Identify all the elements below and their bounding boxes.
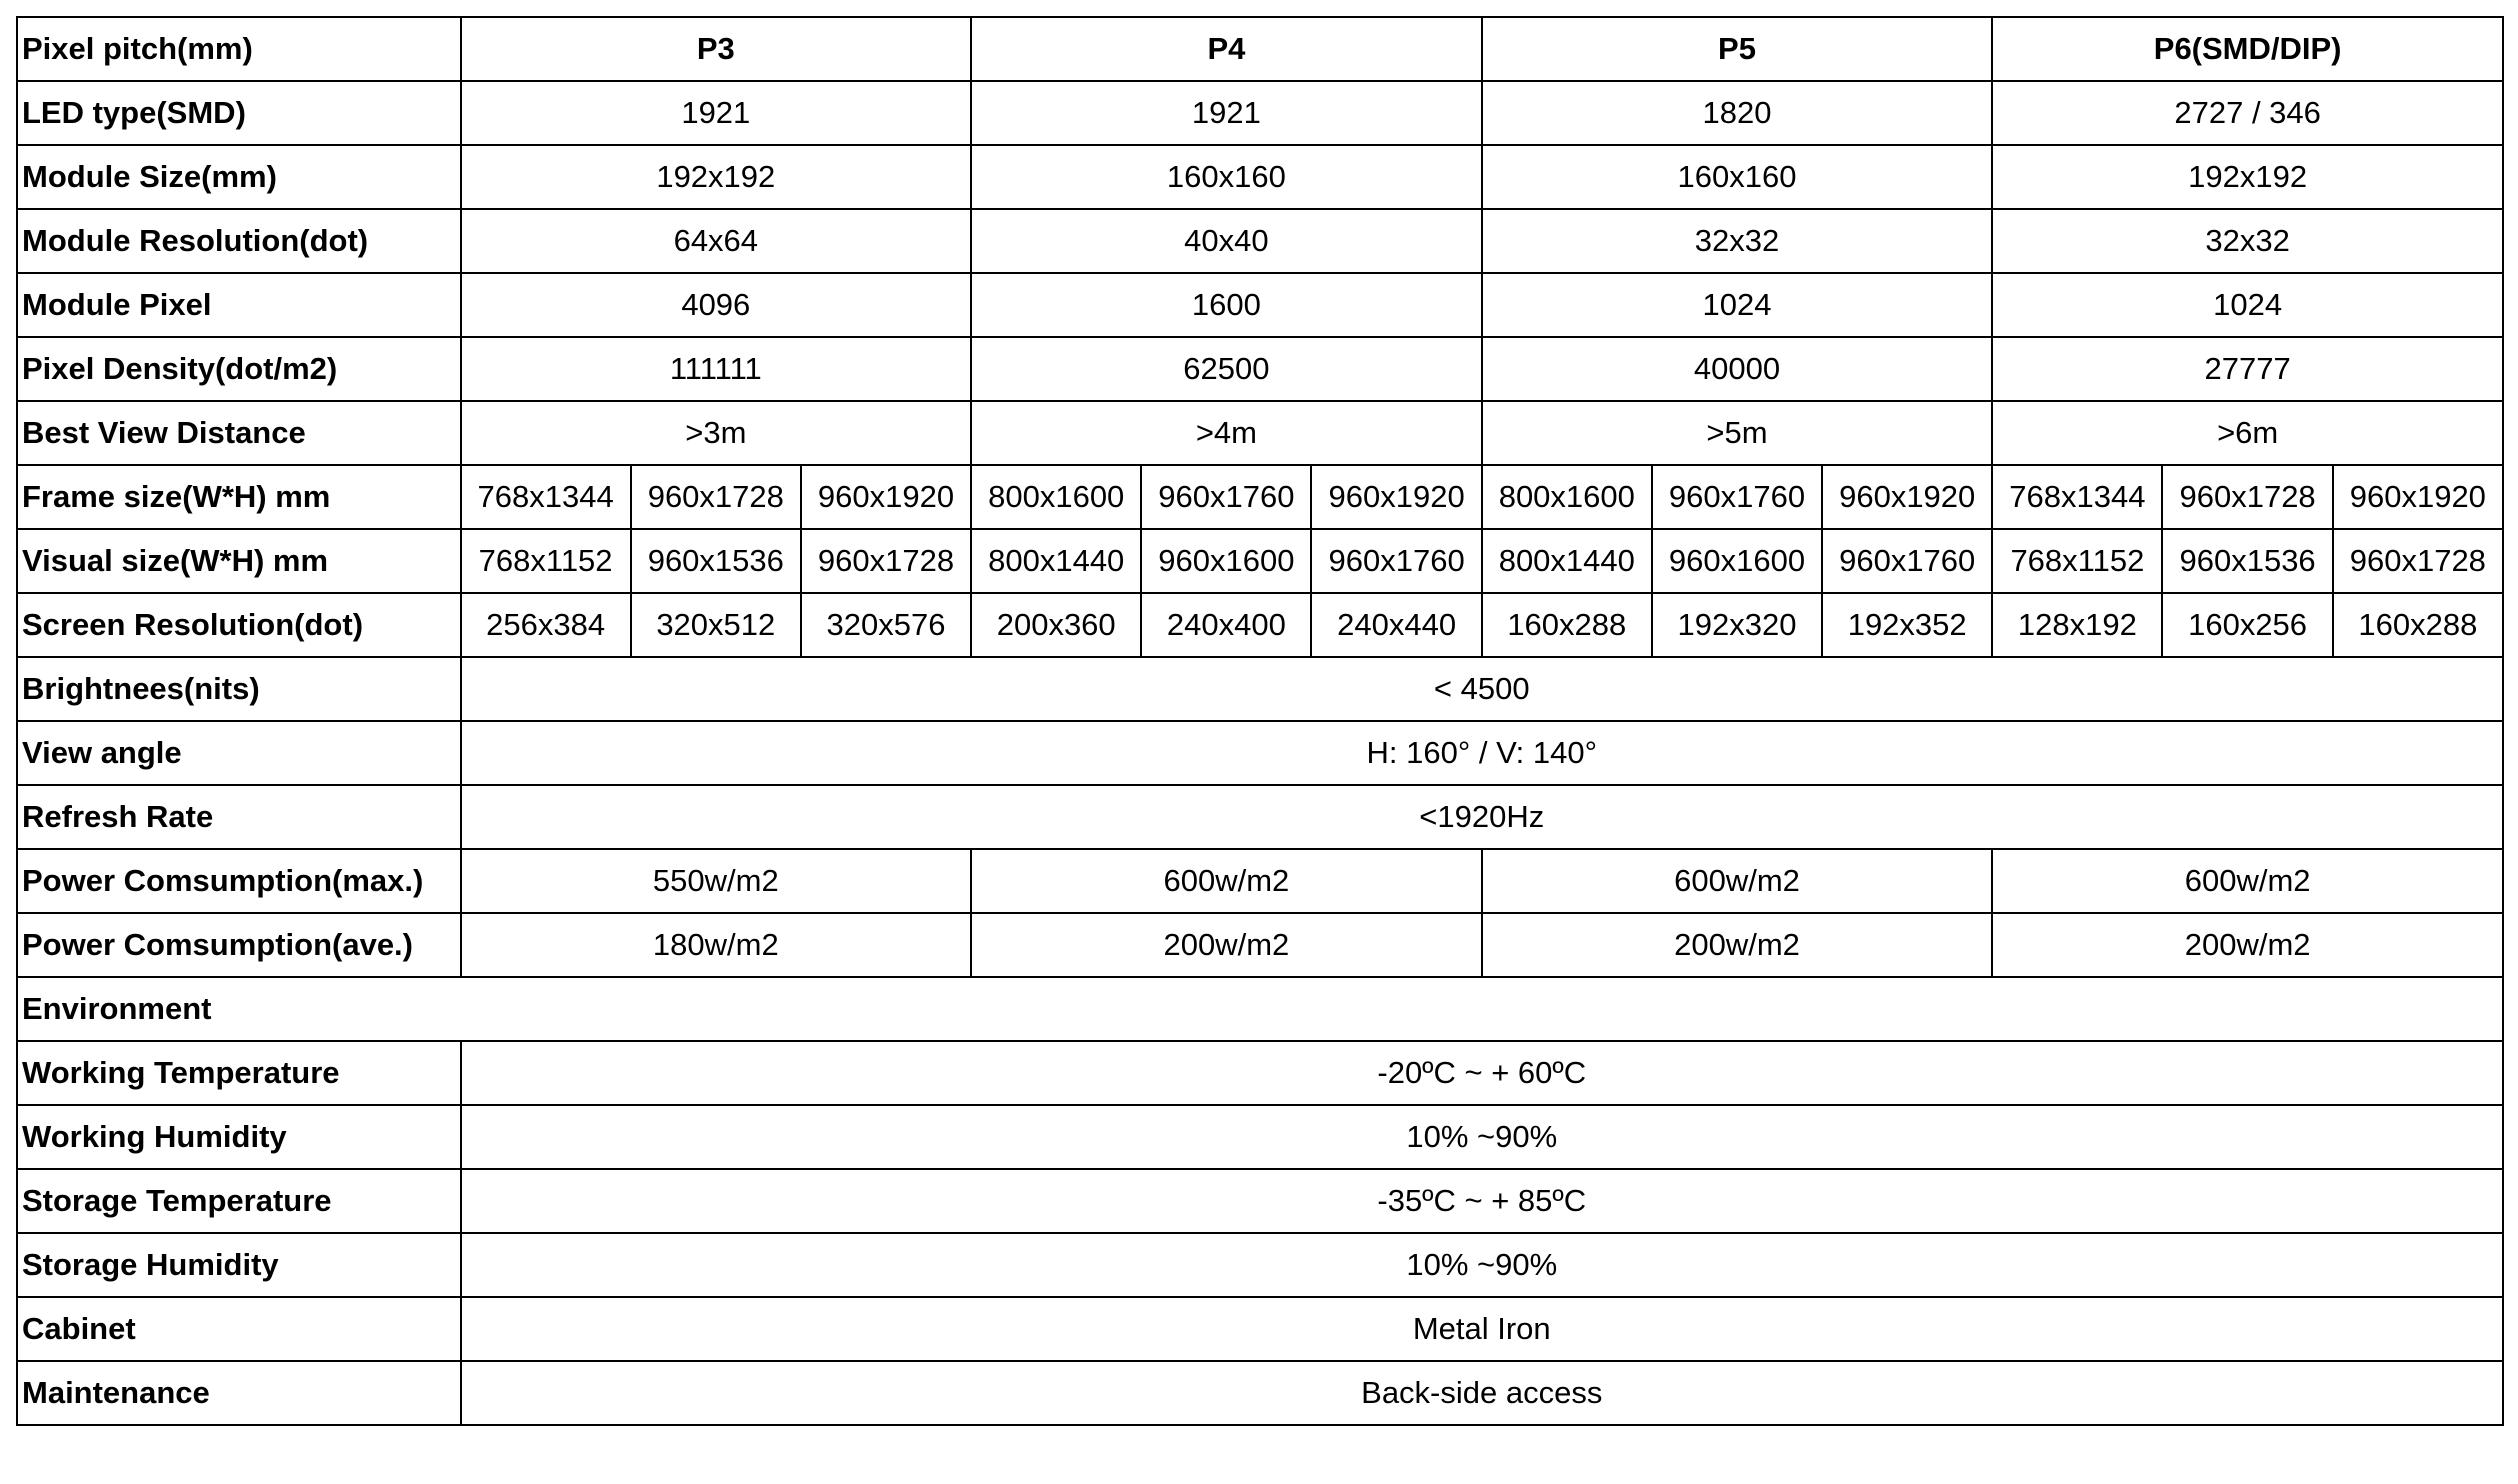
row-label: Module Pixel [17,273,461,337]
cell-p3-b: 960x1728 [631,465,801,529]
cell-p6-c: 960x1728 [2333,529,2503,593]
row-label: Cabinet [17,1297,461,1361]
row-label: Working Temperature [17,1041,461,1105]
row-label: Visual size(W*H) mm [17,529,461,593]
cell-p4-a: 800x1440 [971,529,1141,593]
cell-p5: 1024 [1482,273,1993,337]
row-label: Screen Resolution(dot) [17,593,461,657]
cell-p6-a: 768x1344 [1992,465,2162,529]
row-label: Frame size(W*H) mm [17,465,461,529]
cell-p5-a: 800x1440 [1482,529,1652,593]
cell-p6: 2727 / 346 [1992,81,2503,145]
cell-p4: >4m [971,401,1482,465]
refresh-rate-row [17,785,2503,849]
common-value: Back-side access [461,1361,2503,1425]
cell-p5-a: 800x1600 [1482,465,1652,529]
cell-p6: 200w/m2 [1992,913,2503,977]
pixel-pitch-label: Pixel pitch(mm) [17,17,461,81]
cell-p5: 600w/m2 [1482,849,1993,913]
environment-section-row [17,977,2503,1041]
cell-p6: 1024 [1992,273,2503,337]
common-value: -20ºC ~ + 60ºC [461,1041,2503,1105]
cell-p3-a: 768x1344 [461,465,631,529]
cell-p4-a: 800x1600 [971,465,1141,529]
storage-temperature-row [17,1169,2503,1233]
cell-p3: 1921 [461,81,972,145]
environment-heading: Environment [17,977,2503,1041]
cell-p4-b: 240x400 [1141,593,1311,657]
cell-p3: >3m [461,401,972,465]
cell-p3: 180w/m2 [461,913,972,977]
working-temperature-row [17,1041,2503,1105]
cell-p5: 40000 [1482,337,1993,401]
cell-p5-a: 160x288 [1482,593,1652,657]
row-label: Best View Distance [17,401,461,465]
row-label: Pixel Density(dot/m2) [17,337,461,401]
cell-p6-a: 768x1152 [1992,529,2162,593]
row-label: Module Resolution(dot) [17,209,461,273]
screen-resolution-row [17,593,2503,657]
cell-p3-c: 960x1728 [801,529,971,593]
cell-p3-a: 768x1152 [461,529,631,593]
row-label: Power Comsumption(ave.) [17,913,461,977]
cell-p3-b: 960x1536 [631,529,801,593]
cell-p3-c: 960x1920 [801,465,971,529]
cell-p4: 600w/m2 [971,849,1482,913]
power-max-row [17,849,2503,913]
row-label: View angle [17,721,461,785]
cell-p4-a: 200x360 [971,593,1141,657]
cell-p5: >5m [1482,401,1993,465]
common-value: Metal Iron [461,1297,2503,1361]
power-ave-row [17,913,2503,977]
module-size-row [17,145,2503,209]
brightness-row [17,657,2503,721]
cell-p4: 1921 [971,81,1482,145]
cell-p6: 32x32 [1992,209,2503,273]
cell-p3: 4096 [461,273,972,337]
specification-table [16,16,2504,1426]
storage-humidity-row [17,1233,2503,1297]
common-value: 10% ~90% [461,1233,2503,1297]
cell-p6-c: 960x1920 [2333,465,2503,529]
common-value: -35ºC ~ + 85ºC [461,1169,2503,1233]
cell-p4-b: 960x1760 [1141,465,1311,529]
cell-p6-b: 960x1728 [2162,465,2332,529]
cell-p4: 62500 [971,337,1482,401]
cell-p4-b: 960x1600 [1141,529,1311,593]
row-label: Power Comsumption(max.) [17,849,461,913]
cell-p3-a: 256x384 [461,593,631,657]
cell-p5-c: 960x1920 [1822,465,1992,529]
row-label: Brightnees(nits) [17,657,461,721]
best-view-distance-row [17,401,2503,465]
frame-size-row [17,465,2503,529]
cell-p3: 111111 [461,337,972,401]
cell-p4: 1600 [971,273,1482,337]
cell-p6: 27777 [1992,337,2503,401]
model-header-p6: P6(SMD/DIP) [1992,17,2503,81]
cell-p4: 160x160 [971,145,1482,209]
working-humidity-row [17,1105,2503,1169]
cell-p6: 600w/m2 [1992,849,2503,913]
cell-p5-b: 192x320 [1652,593,1822,657]
cell-p5-c: 960x1760 [1822,529,1992,593]
row-label: Module Size(mm) [17,145,461,209]
visual-size-row [17,529,2503,593]
cell-p3: 192x192 [461,145,972,209]
cell-p3: 550w/m2 [461,849,972,913]
cell-p5: 160x160 [1482,145,1993,209]
model-header-p3: P3 [461,17,972,81]
cell-p6-a: 128x192 [1992,593,2162,657]
row-label: LED type(SMD) [17,81,461,145]
cell-p6: >6m [1992,401,2503,465]
cell-p3-c: 320x576 [801,593,971,657]
view-angle-row [17,721,2503,785]
cell-p4-c: 960x1920 [1311,465,1481,529]
common-value: <1920Hz [461,785,2503,849]
common-value: 10% ~90% [461,1105,2503,1169]
common-value: < 4500 [461,657,2503,721]
model-header-p4: P4 [971,17,1482,81]
cell-p3: 64x64 [461,209,972,273]
pixel-density-row [17,337,2503,401]
row-label: Storage Humidity [17,1233,461,1297]
row-label: Maintenance [17,1361,461,1425]
maintenance-row [17,1361,2503,1425]
cell-p5: 32x32 [1482,209,1993,273]
header-row [17,17,2503,81]
row-label: Refresh Rate [17,785,461,849]
cell-p5: 1820 [1482,81,1993,145]
cell-p6: 192x192 [1992,145,2503,209]
module-pixel-row [17,273,2503,337]
cell-p4: 40x40 [971,209,1482,273]
cell-p3-b: 320x512 [631,593,801,657]
cell-p5-b: 960x1600 [1652,529,1822,593]
cell-p5-b: 960x1760 [1652,465,1822,529]
cell-p6-b: 960x1536 [2162,529,2332,593]
cell-p5: 200w/m2 [1482,913,1993,977]
cell-p5-c: 192x352 [1822,593,1992,657]
cell-p4-c: 960x1760 [1311,529,1481,593]
cabinet-row [17,1297,2503,1361]
common-value: H: 160° / V: 140° [461,721,2503,785]
cell-p6-b: 160x256 [2162,593,2332,657]
cell-p4-c: 240x440 [1311,593,1481,657]
cell-p6-c: 160x288 [2333,593,2503,657]
row-label: Storage Temperature [17,1169,461,1233]
model-header-p5: P5 [1482,17,1993,81]
cell-p4: 200w/m2 [971,913,1482,977]
led-type-row [17,81,2503,145]
module-resolution-row [17,209,2503,273]
row-label: Working Humidity [17,1105,461,1169]
